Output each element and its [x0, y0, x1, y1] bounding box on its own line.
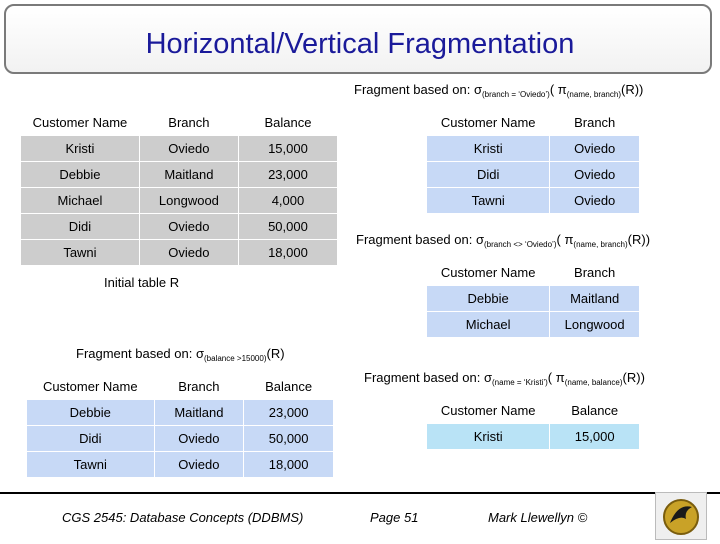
fragment-label-not-oviedo: Fragment based on: $\sigma_{(branch <> ‘Oviedo’)}$( $\pi_{(name, branch)}(R)$)	[356, 232, 651, 249]
column-header: Balance	[244, 373, 334, 400]
footer-divider	[0, 492, 720, 494]
table-cell: Oviedo	[550, 136, 640, 162]
table-header-row	[427, 259, 640, 286]
column-header: Branch	[550, 109, 640, 136]
table-cell: Maitland	[550, 286, 640, 312]
table-cell: 15,000	[550, 424, 640, 450]
column-header: Branch	[550, 259, 640, 286]
fragment-table-not-oviedo	[426, 258, 640, 338]
table-cell: 15,000	[238, 136, 337, 162]
table-row	[427, 188, 640, 214]
table-row	[21, 136, 338, 162]
table-row	[427, 162, 640, 188]
table-row	[27, 400, 334, 426]
table-cell: Maitland	[139, 162, 238, 188]
table-cell: Oviedo	[139, 240, 238, 266]
table-header-row	[27, 373, 334, 400]
table-cell: Longwood	[550, 312, 640, 338]
table-cell: Oviedo	[550, 162, 640, 188]
table-cell: Kristi	[21, 136, 140, 162]
table-row	[27, 426, 334, 452]
footer-author: Mark Llewellyn ©	[488, 510, 588, 525]
table-row	[427, 424, 640, 450]
table-cell: Oviedo	[550, 188, 640, 214]
table-cell: Oviedo	[139, 136, 238, 162]
table-cell: Didi	[27, 426, 155, 452]
table-cell: 4,000	[238, 188, 337, 214]
table-cell: Longwood	[139, 188, 238, 214]
column-header: Balance	[238, 109, 337, 136]
table-row	[21, 214, 338, 240]
initial-table-r	[20, 108, 338, 266]
table-row	[21, 240, 338, 266]
table-cell: Didi	[427, 162, 550, 188]
table-cell: Kristi	[427, 136, 550, 162]
table-cell: Oviedo	[154, 426, 244, 452]
table-cell: Debbie	[27, 400, 155, 426]
table-cell: Michael	[427, 312, 550, 338]
table-cell: Kristi	[427, 424, 550, 450]
table-cell: 23,000	[238, 162, 337, 188]
table-header-row	[21, 109, 338, 136]
table-cell: Debbie	[21, 162, 140, 188]
fragment-table-kristi	[426, 396, 640, 450]
table-cell: Maitland	[154, 400, 244, 426]
column-header: Branch	[154, 373, 244, 400]
table-cell: 50,000	[238, 214, 337, 240]
table-cell: 18,000	[238, 240, 337, 266]
column-header: Customer Name	[427, 109, 550, 136]
table-row	[427, 286, 640, 312]
table-cell: Didi	[21, 214, 140, 240]
table-cell: Oviedo	[154, 452, 244, 478]
column-header: Customer Name	[27, 373, 155, 400]
table-header-row	[427, 109, 640, 136]
table-cell: Tawni	[21, 240, 140, 266]
fragment-table-balance	[26, 372, 334, 478]
slide-title: Horizontal/Vertical Fragmentation	[145, 28, 575, 60]
column-header: Customer Name	[427, 259, 550, 286]
fragment-label-kristi: Fragment based on: $\sigma_{(name = ‘Kristi’)}$( $\pi_{(name, balance)}(R)$)	[364, 370, 645, 387]
fragment-label-oviedo: Fragment based on: $\sigma_{(branch = ‘Oviedo’)}$( $\pi_{(name, branch)}(R)$)	[354, 82, 644, 99]
column-header: Customer Name	[21, 109, 140, 136]
table-cell: Debbie	[427, 286, 550, 312]
footer-page: Page 51	[370, 510, 419, 525]
column-header: Branch	[139, 109, 238, 136]
table-row	[21, 162, 338, 188]
table-cell: Oviedo	[139, 214, 238, 240]
table-cell: 18,000	[244, 452, 334, 478]
column-header: Balance	[550, 397, 640, 424]
table-row	[427, 136, 640, 162]
initial-table-label: Initial table R	[104, 275, 180, 290]
fragment-table-oviedo	[426, 108, 640, 214]
table-cell: Tawni	[27, 452, 155, 478]
column-header: Customer Name	[427, 397, 550, 424]
table-cell: 50,000	[244, 426, 334, 452]
fragment-label-balance: Fragment based on: $\sigma_{(balance >15000)}(R)$	[76, 346, 285, 363]
table-cell: 23,000	[244, 400, 334, 426]
table-cell: Tawni	[427, 188, 550, 214]
footer-course: CGS 2545: Database Concepts (DDBMS)	[62, 510, 304, 525]
table-row	[427, 312, 640, 338]
table-row	[21, 188, 338, 214]
table-header-row	[427, 397, 640, 424]
table-cell: Michael	[21, 188, 140, 214]
ucf-pegasus-logo-icon	[655, 492, 707, 540]
table-row	[27, 452, 334, 478]
